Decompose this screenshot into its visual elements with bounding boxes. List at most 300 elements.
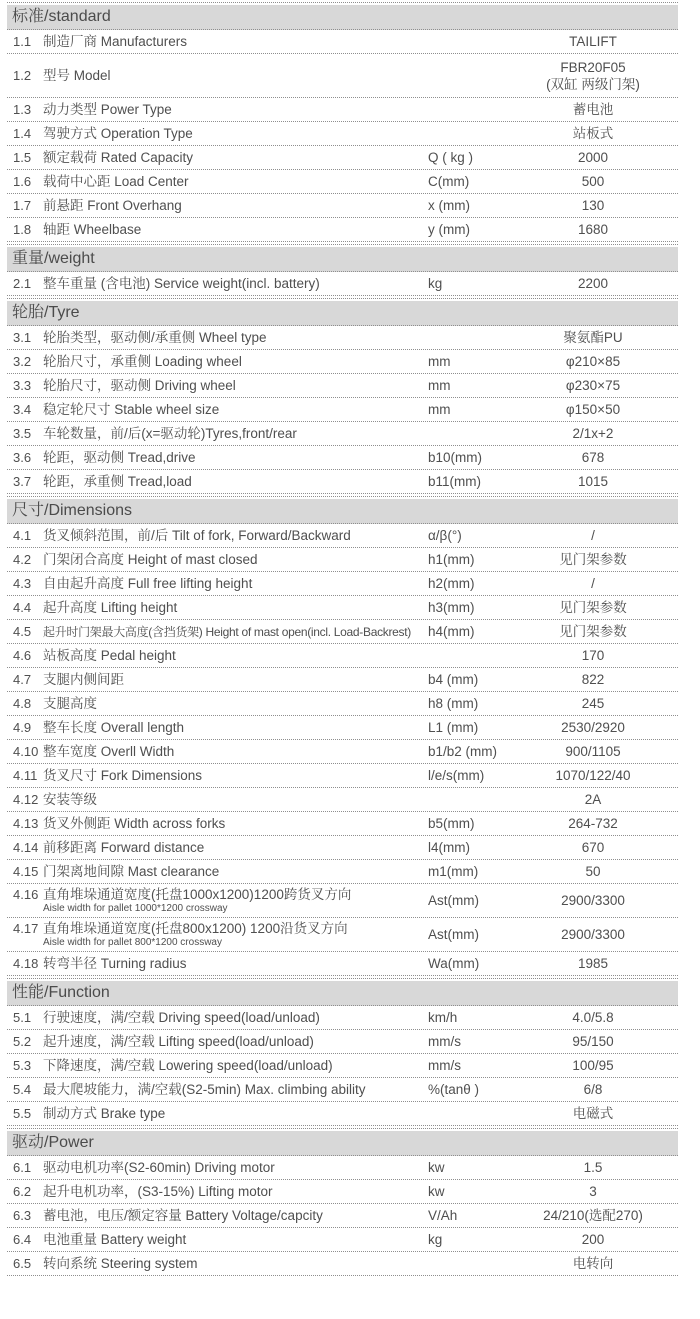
row-unit: h4(mm) [428,624,475,639]
row-label-text: 转向系统 Steering system [43,1255,198,1271]
row-value [508,1231,678,1248]
row-label-text: 货叉外侧距 Width across forks [43,815,226,831]
row-number: 3.3 [13,378,32,393]
row-value-text: 24/210(选配270) [543,1208,643,1223]
row-label [43,840,428,856]
row-value-text: 电转向 [572,1256,614,1271]
row-label-text: 轮距，承重侧 Tread,load [43,473,192,489]
section [7,1128,678,1156]
row-unit: x (mm) [428,198,470,213]
row-unit: b5(mm) [428,816,475,831]
row-unit: h1(mm) [428,552,475,567]
row-label-text: 车轮数量，前/后(x=驱动轮)Tyres,front/rear [43,425,297,441]
row-value [508,599,678,616]
row-value-text: / [591,576,595,591]
table-row [7,644,678,668]
row-value [508,101,678,118]
row-value [508,33,678,50]
row-value-text: 100/95 [572,1058,614,1073]
row-value [508,59,678,93]
row-label-text: 制动方式 Brake type [43,1105,166,1121]
row-number: 4.9 [13,720,32,735]
row-label-text: 驾驶方式 Operation Type [43,125,193,141]
row-label-text: 站板高度 Pedal height [43,647,176,663]
section-header: 标准/standard [7,5,678,30]
table-row [7,446,678,470]
row-number: 1.4 [13,126,32,141]
row-label-text: 整车宽度 Overll Width [43,743,175,759]
row-unit: mm/s [428,1058,461,1073]
row-unit: b10(mm) [428,450,483,465]
table-row [7,398,678,422]
row-label-text: 轮胎尺寸，驱动侧 Driving wheel [43,377,236,393]
row-number: 4.3 [13,576,32,591]
row-label [43,150,428,166]
row-label [43,864,428,880]
row-unit: Ast(mm) [428,927,479,942]
row-value [508,221,678,238]
row-value-text: 500 [581,174,605,189]
section [7,244,678,272]
row-label-text: 支腿高度 [43,695,97,711]
table-row [7,836,678,860]
row-label [43,68,428,84]
table-row [7,54,678,98]
row-label [43,1232,428,1248]
row-value-text: FBR20F05 [560,59,626,75]
row-unit: h8 (mm) [428,696,479,711]
row-number: 3.4 [13,402,32,417]
row-number: 4.17 [13,921,39,936]
row-label-text: 货叉尺寸 Fork Dimensions [43,767,203,783]
row-label-text: 起升电机功率，(S3-15%) Lifting motor [43,1183,273,1199]
row-label-text: 行驶速度，满/空载 Driving speed(load/unload) [43,1009,320,1025]
row-value [508,719,678,736]
row-value-text: 2900/3300 [561,927,625,942]
row-label [43,956,428,972]
table-row [7,1228,678,1252]
row-number: 3.6 [13,450,32,465]
table-row [7,692,678,716]
row-label-text: 轮胎尺寸，承重侧 Loading wheel [43,353,242,369]
row-value [508,955,678,972]
row-number: 5.4 [13,1082,32,1097]
row-number: 4.8 [13,696,32,711]
row-number: 4.6 [13,648,32,663]
row-value [508,197,678,214]
row-value-text: 电磁式 [572,1106,614,1121]
table-row [7,1030,678,1054]
table-row [7,146,678,170]
table-row [7,812,678,836]
row-label [43,1082,428,1098]
row-value-text: TAILIFT [569,34,617,49]
row-unit: h2(mm) [428,576,475,591]
row-value [508,1033,678,1050]
row-label [43,102,428,118]
row-value-text: 1680 [577,222,609,237]
row-unit: l/e/s(mm) [428,768,485,783]
row-number: 4.2 [13,552,32,567]
table-row [7,716,678,740]
row-number: 5.2 [13,1034,32,1049]
table-row [7,1252,678,1276]
row-unit: L1 (mm) [428,720,479,735]
row-value [508,527,678,544]
table-row [7,422,678,446]
row-label-text: 直角堆垛通道宽度(托盘800x1200) 1200沿货叉方向 [43,921,348,936]
row-value [508,377,678,394]
row-value-text: 2200 [577,276,609,291]
row-number: 5.5 [13,1106,32,1121]
row-value-text: 站板式 [572,126,614,141]
section-header: 尺寸/Dimensions [7,499,678,524]
row-label [43,720,428,736]
row-label [43,1106,428,1122]
row-value [508,647,678,664]
row-value-text: 170 [581,648,605,663]
row-label-text: 前悬距 Front Overhang [43,197,182,213]
row-unit: l4(mm) [428,840,470,855]
row-value [508,1081,678,1098]
row-value-text: 2000 [577,150,609,165]
row-value-text: 130 [581,198,605,213]
table-row [7,620,678,644]
table-row [7,1156,678,1180]
row-value [508,926,678,943]
row-number: 4.12 [13,792,39,807]
row-label [43,600,428,616]
row-label-text: 载荷中心距 Load Center [43,173,189,189]
row-number: 5.3 [13,1058,32,1073]
table-row [7,1180,678,1204]
row-value-text: 2530/2920 [561,720,625,735]
row-unit: mm [428,354,451,369]
row-unit: kg [428,276,443,291]
row-label-text: 前移距离 Forward distance [43,839,205,855]
table-row [7,218,678,242]
row-unit: kw [428,1160,445,1175]
row-value [508,449,678,466]
row-unit: C(mm) [428,174,470,189]
row-value-text: 聚氨酯PU [563,330,623,345]
table-row [7,374,678,398]
row-label-text: 下降速度，满/空载 Lowering speed(load/unload) [43,1057,333,1073]
row-label-text: 轴距 Wheelbase [43,221,142,237]
row-label-text: 转弯半径 Turning radius [43,955,187,971]
row-label-text: 门架离地间隙 Mast clearance [43,863,220,879]
row-number: 5.1 [13,1010,32,1025]
row-unit: α/β(°) [428,528,462,543]
table-row [7,30,678,54]
row-unit: mm/s [428,1034,461,1049]
row-value-text: 200 [581,1232,605,1247]
table-row [7,572,678,596]
row-value-text: φ230×75 [565,378,621,393]
section [7,298,678,326]
row-label [43,1058,428,1074]
row-value [508,275,678,292]
row-value [508,839,678,856]
row-value-text: 900/1105 [565,744,621,759]
row-value [508,815,678,832]
table-row [7,668,678,692]
row-value [508,743,678,760]
row-number: 4.15 [13,864,39,879]
row-label-text: 起升高度 Lifting height [43,599,178,615]
row-value [508,695,678,712]
row-unit: b11(mm) [428,474,482,489]
row-value-text: φ210×85 [565,354,621,369]
row-label-text: 货叉倾斜范围，前/后 Tilt of fork, Forward/Backward [43,527,351,543]
row-unit: kg [428,1232,443,1247]
row-value-text: 见门架参数 [559,552,627,567]
row-label [43,792,428,808]
row-value [508,1207,678,1224]
row-number: 6.5 [13,1256,32,1271]
row-label-text: 最大爬坡能力，满/空载(S2-5min) Max. climbing ability [43,1081,366,1097]
row-value-text: 245 [581,696,605,711]
row-number: 4.10 [13,744,39,759]
row-unit: h3(mm) [428,600,475,615]
section-header: 轮胎/Tyre [7,301,678,326]
row-label [43,1208,428,1224]
row-number: 1.3 [13,102,32,117]
row-label-text: 轮胎类型，驱动侧/承重侧 Wheel type [43,329,267,345]
row-value [508,671,678,688]
row-number: 4.16 [13,887,39,902]
row-label [43,1160,428,1176]
row-value [508,575,678,592]
row-value-text: 1.5 [583,1160,603,1175]
row-label [43,330,428,346]
row-value-text: φ150×50 [565,402,621,417]
row-label-text: 制造厂商 Manufacturers [43,33,188,49]
row-label [43,576,428,592]
table-row [7,740,678,764]
row-value [508,401,678,418]
row-number: 4.1 [13,528,32,543]
table-row [7,326,678,350]
row-label [43,222,428,238]
row-value-text: 见门架参数 [559,624,627,639]
row-label [43,378,428,394]
table-row [7,860,678,884]
row-number: 2.1 [13,276,32,291]
row-label-text: 整车长度 Overall length [43,719,185,735]
table-row [7,1054,678,1078]
table-row [7,1006,678,1030]
row-value-text: 2A [584,792,602,807]
row-value [508,1255,678,1272]
row-label-text: 动力类型 Power Type [43,101,172,117]
row-sublabel-text: Aisle width for pallet 800*1200 crossway [43,937,222,948]
row-label [43,276,428,292]
row-label [43,1184,428,1200]
row-label-text: 起升时门架最大高度(含挡货架) Height of mast open(incl. Load-Backrest) [43,624,411,639]
row-number: 3.7 [13,474,32,489]
row-label [43,1010,428,1026]
row-value-text: 50 [585,864,601,879]
row-number: 1.2 [13,68,32,83]
row-value-text: 264-732 [568,816,618,831]
row-unit: b1/b2 (mm) [428,744,498,759]
row-value-text: 6/8 [583,1082,603,1097]
row-value-text: 1070/122/40 [555,768,631,783]
row-value [508,149,678,166]
row-value-text: 3 [589,1184,597,1199]
row-label [43,887,428,914]
row-value-text: 2900/3300 [561,893,625,908]
row-number: 6.1 [13,1160,32,1175]
row-unit: %(tanθ ) [428,1082,480,1097]
row-label-text: 电池重量 Battery weight [43,1231,187,1247]
spec-table [7,2,678,1276]
row-label [43,474,428,490]
row-number: 4.4 [13,600,32,615]
row-label [43,426,428,442]
section [7,2,678,30]
row-sublabel-text: Aisle width for pallet 1000*1200 crossway [43,903,228,914]
row-unit: km/h [428,1010,458,1025]
row-label-text: 起升速度，满/空载 Lifting speed(load/unload) [43,1033,314,1049]
table-row [7,194,678,218]
row-number: 4.18 [13,956,39,971]
row-label-text: 轮距，驱动侧 Tread,drive [43,449,196,465]
row-label-text: 门架闭合高度 Height of mast closed [43,551,258,567]
row-number: 6.2 [13,1184,32,1199]
row-number: 4.11 [13,768,38,783]
table-row [7,596,678,620]
row-label-text: 直角堆垛通道宽度(托盘1000x1200)1200跨货叉方向 [43,887,352,902]
row-number: 6.3 [13,1208,32,1223]
row-value [508,551,678,568]
table-row [7,350,678,374]
row-label [43,672,428,688]
row-label-text: 型号 Model [43,67,111,83]
row-value [508,173,678,190]
table-row [7,170,678,194]
section-header: 驱动/Power [7,1131,678,1156]
section-header: 性能/Function [7,981,678,1006]
row-label [43,198,428,214]
row-value [508,623,678,640]
table-row [7,788,678,812]
row-number: 1.1 [13,34,32,49]
row-label-text: 额定载荷 Rated Capacity [43,149,194,165]
row-label [43,528,428,544]
table-row [7,884,678,918]
row-number: 3.5 [13,426,32,441]
row-value-text: 95/150 [572,1034,614,1049]
row-value [508,473,678,490]
table-row [7,548,678,572]
row-unit: Q ( kg ) [428,150,474,165]
row-label [43,816,428,832]
row-value [508,863,678,880]
row-label [43,624,428,640]
row-number: 1.7 [13,198,32,213]
row-value [508,425,678,442]
row-label [43,768,428,784]
row-value-text-2: (双缸 两级门架) [546,76,640,92]
row-label [43,1034,428,1050]
row-value [508,1009,678,1026]
row-number: 4.14 [13,840,39,855]
row-label-text: 支腿内侧间距 [43,671,124,687]
row-label [43,744,428,760]
row-label-text: 整车重量 (含电池) Service weight(incl. battery) [43,275,320,291]
row-value [508,353,678,370]
table-row [7,1204,678,1228]
row-value-text: 蓄电池 [572,102,614,117]
row-value [508,1159,678,1176]
section [7,978,678,1006]
row-unit: kw [428,1184,445,1199]
row-label-text: 自由起升高度 Full free lifting height [43,575,253,591]
table-row [7,918,678,952]
row-label [43,126,428,142]
row-label-text: 蓄电池，电压/额定容量 Battery Voltage/capcity [43,1207,323,1223]
row-label [43,34,428,50]
row-label [43,174,428,190]
row-value [508,1183,678,1200]
row-label-text: 稳定轮尺寸 Stable wheel size [43,401,220,417]
row-number: 4.7 [13,672,32,687]
row-value-text: 2/1x+2 [572,426,614,441]
row-unit: b4 (mm) [428,672,479,687]
row-label [43,354,428,370]
row-value [508,1057,678,1074]
row-value [508,329,678,346]
row-value-text: 670 [581,840,605,855]
row-label [43,1256,428,1272]
row-unit: Ast(mm) [428,893,479,908]
table-row [7,122,678,146]
row-value-text: 1015 [577,474,609,489]
row-label [43,696,428,712]
row-value [508,125,678,142]
table-row [7,470,678,494]
row-label [43,648,428,664]
row-number: 4.5 [13,624,32,639]
row-label [43,402,428,418]
row-number: 4.13 [13,816,39,831]
row-unit: m1(mm) [428,864,479,879]
row-unit: y (mm) [428,222,470,237]
table-row [7,952,678,976]
row-value [508,1105,678,1122]
row-number: 3.2 [13,354,32,369]
row-value [508,892,678,909]
row-value-text: 见门架参数 [559,600,627,615]
row-value-text: / [591,528,595,543]
row-number: 6.4 [13,1232,32,1247]
row-unit: mm [428,402,451,417]
row-value-text: 4.0/5.8 [572,1010,614,1025]
section [7,496,678,524]
row-value [508,791,678,808]
row-unit: mm [428,378,451,393]
row-label [43,921,428,948]
row-label-text: 驱动电机功率(S2-60min) Driving motor [43,1159,275,1175]
table-row [7,1102,678,1126]
row-label-text: 安装等级 [43,791,97,807]
table-row [7,524,678,548]
row-unit: Wa(mm) [428,956,480,971]
row-value-text: 678 [581,450,605,465]
table-row [7,98,678,122]
